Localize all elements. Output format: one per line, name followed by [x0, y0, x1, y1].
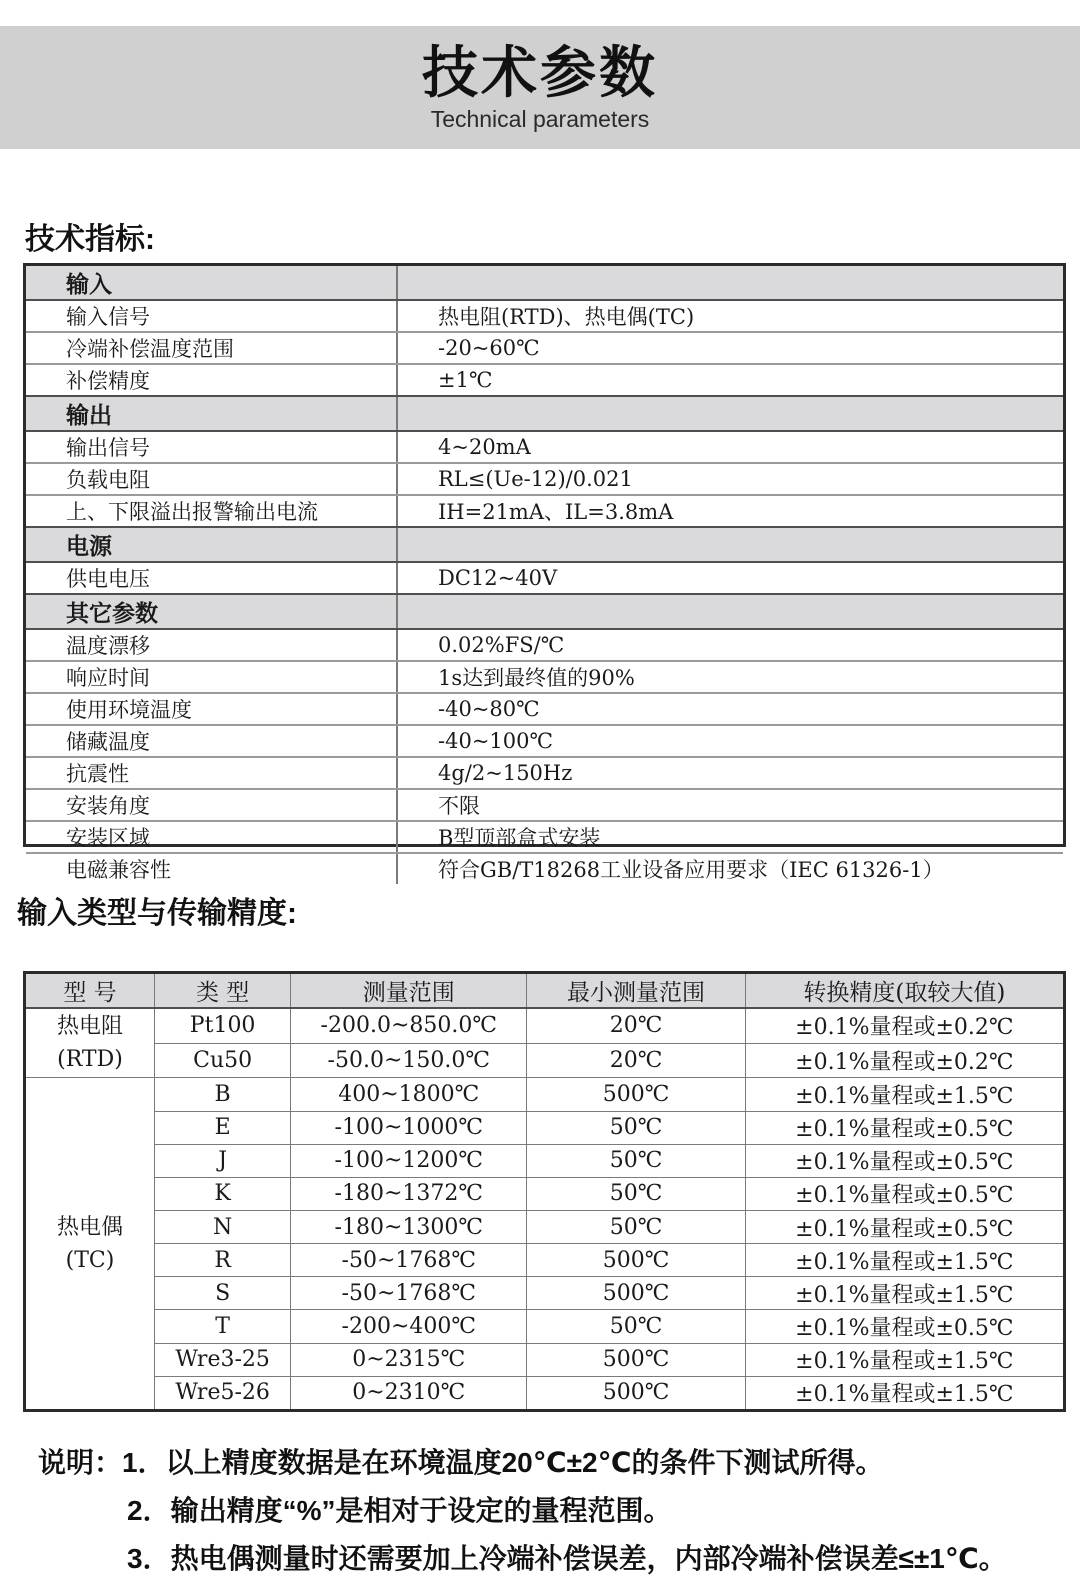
spec-row	[26, 820, 1063, 852]
accuracy-cell: T	[155, 1310, 291, 1343]
spec-value-cell: 1s达到最终值的90%	[438, 666, 635, 690]
specs-section-title: 技术指标:	[25, 223, 155, 256]
model-group-cell: 热电偶 (TC)	[25, 1078, 155, 1411]
accuracy-cell: 500℃	[527, 1244, 745, 1277]
spec-value-cell: ±1℃	[438, 368, 493, 392]
accuracy-cell: 0~2315℃	[291, 1343, 527, 1376]
accuracy-cell: 50℃	[527, 1177, 745, 1210]
spec-value-cell: IH=21mA、IL=3.8mA	[438, 500, 674, 524]
spec-value-cell	[398, 266, 1063, 299]
spec-section-row	[26, 526, 1063, 561]
spec-value-cell: -20~60℃	[438, 336, 540, 360]
spec-label-cell: 抗震性	[26, 758, 398, 788]
accuracy-table-header-row	[25, 973, 1065, 1009]
spec-row	[26, 628, 1063, 660]
spec-value-cell	[398, 397, 1063, 430]
accuracy-row	[25, 1376, 1065, 1410]
accuracy-cell: 500℃	[527, 1376, 745, 1410]
accuracy-cell: -100~1200℃	[291, 1144, 527, 1177]
spec-row	[26, 660, 1063, 692]
accuracy-row	[25, 1210, 1065, 1243]
spec-label-cell: 负载电阻	[26, 464, 398, 494]
spec-label-cell: 使用环境温度	[26, 694, 398, 724]
spec-value-cell: -40~80℃	[438, 697, 540, 721]
spec-row	[26, 430, 1063, 462]
spec-section-row	[26, 395, 1063, 430]
accuracy-cell: ±0.1%量程或±1.5℃	[745, 1277, 1064, 1310]
spec-label-cell: 供电电压	[26, 563, 398, 593]
spec-label-cell: 输入信号	[26, 301, 398, 331]
accuracy-cell: 500℃	[527, 1277, 745, 1310]
spec-row	[26, 462, 1063, 494]
accuracy-cell: -50.0~150.0℃	[291, 1043, 527, 1078]
accuracy-table-body	[25, 1008, 1065, 1411]
spec-label-cell: 输出	[26, 397, 398, 430]
note-line-2: 2．输出精度“%”是相对于设定的量程范围。	[127, 1495, 672, 1526]
accuracy-cell: R	[155, 1244, 291, 1277]
accuracy-cell: K	[155, 1177, 291, 1210]
accuracy-cell: ±0.1%量程或±0.2℃	[745, 1043, 1064, 1078]
accuracy-cell: 50℃	[527, 1144, 745, 1177]
spec-row	[26, 692, 1063, 724]
accuracy-header-cell: 最小测量范围	[527, 973, 745, 1009]
spec-value-cell: DC12~40V	[438, 566, 558, 590]
accuracy-cell: 50℃	[527, 1210, 745, 1243]
spec-label-cell: 输入	[26, 266, 398, 299]
spec-label-cell: 储藏温度	[26, 726, 398, 756]
accuracy-cell: ±0.1%量程或±0.5℃	[745, 1210, 1064, 1243]
spec-label-cell: 补偿精度	[26, 365, 398, 395]
spec-value-cell: -40~100℃	[438, 729, 553, 753]
accuracy-cell: 500℃	[527, 1078, 745, 1111]
spec-row	[26, 788, 1063, 820]
spec-label-cell: 上、下限溢出报警输出电流	[26, 496, 398, 526]
accuracy-cell: 0~2310℃	[291, 1376, 527, 1410]
note-line-3: 3．热电偶测量时还需要加上冷端补偿误差，内部冷端补偿误差≤±1℃。	[127, 1543, 1007, 1574]
accuracy-header-cell: 测量范围	[291, 973, 527, 1009]
spec-value-cell: 4g/2~150Hz	[438, 761, 573, 785]
accuracy-cell: Wre5-26	[155, 1376, 291, 1410]
accuracy-header-cell: 转换精度(取较大值)	[745, 973, 1064, 1009]
spec-row	[26, 331, 1063, 363]
accuracy-cell: -50~1768℃	[291, 1277, 527, 1310]
accuracy-row	[25, 1078, 1065, 1111]
title-band	[0, 26, 1080, 149]
accuracy-cell: 20℃	[527, 1043, 745, 1078]
spec-row	[26, 494, 1063, 526]
accuracy-row	[25, 1177, 1065, 1210]
accuracy-cell: ±0.1%量程或±0.5℃	[745, 1144, 1064, 1177]
accuracy-cell: ±0.1%量程或±1.5℃	[745, 1343, 1064, 1376]
spec-value-cell: 热电阻(RTD)、热电偶(TC)	[438, 305, 695, 329]
accuracy-cell: E	[155, 1111, 291, 1144]
accuracy-cell: ±0.1%量程或±0.5℃	[745, 1177, 1064, 1210]
specs-table	[23, 263, 1066, 882]
accuracy-cell: 50℃	[527, 1310, 745, 1343]
spec-row	[26, 363, 1063, 395]
spec-label-cell: 冷端补偿温度范围	[26, 333, 398, 363]
spec-value-cell: 0.02%FS/℃	[438, 633, 565, 657]
page-title: 技术参数	[422, 40, 658, 104]
accuracy-row	[25, 1043, 1065, 1078]
accuracy-cell: -200~400℃	[291, 1310, 527, 1343]
accuracy-cell: 500℃	[527, 1343, 745, 1376]
spec-label-cell: 电磁兼容性	[26, 854, 398, 884]
accuracy-cell: B	[155, 1078, 291, 1111]
model-group-cell: 热电阻 (RTD)	[25, 1008, 155, 1078]
accuracy-row	[25, 1144, 1065, 1177]
accuracy-header-cell: 类 型	[155, 973, 291, 1009]
page-subtitle: Technical parameters	[430, 105, 650, 132]
spec-label-cell: 其它参数	[26, 595, 398, 628]
accuracy-cell: -100~1000℃	[291, 1111, 527, 1144]
spec-value-cell: 符合GB/T18268工业设备应用要求（IEC 61326-1）	[438, 858, 944, 882]
accuracy-row	[25, 1008, 1065, 1043]
note-text-1: 1．以上精度数据是在环境温度20℃±2℃的条件下测试所得。	[122, 1447, 884, 1478]
accuracy-cell: 50℃	[527, 1111, 745, 1144]
spec-value-cell: 不限	[438, 794, 480, 818]
accuracy-cell: -50~1768℃	[291, 1244, 527, 1277]
spec-label-cell: 响应时间	[26, 662, 398, 692]
accuracy-cell: ±0.1%量程或±1.5℃	[745, 1078, 1064, 1111]
accuracy-cell: -200.0~850.0℃	[291, 1008, 527, 1043]
accuracy-cell: 400~1800℃	[291, 1078, 527, 1111]
spec-label-cell: 安装区域	[26, 822, 398, 852]
spec-label-cell: 安装角度	[26, 790, 398, 820]
spec-label-cell: 输出信号	[26, 432, 398, 462]
accuracy-row	[25, 1277, 1065, 1310]
spec-row	[26, 852, 1063, 884]
accuracy-header-cell: 型 号	[25, 973, 155, 1009]
spec-label-cell: 电源	[26, 528, 398, 561]
accuracy-row	[25, 1244, 1065, 1277]
accuracy-cell: Cu50	[155, 1043, 291, 1078]
note-line-1	[38, 1441, 884, 1481]
spec-row	[26, 724, 1063, 756]
accuracy-cell: -180~1300℃	[291, 1210, 527, 1243]
accuracy-row	[25, 1310, 1065, 1343]
spec-value-cell	[398, 528, 1063, 561]
accuracy-cell: Wre3-25	[155, 1343, 291, 1376]
spec-value-cell	[398, 595, 1063, 628]
accuracy-cell: S	[155, 1277, 291, 1310]
spec-value-cell: B型顶部盒式安装	[438, 826, 601, 850]
accuracy-cell: -180~1372℃	[291, 1177, 527, 1210]
accuracy-cell: ±0.1%量程或±0.5℃	[745, 1310, 1064, 1343]
accuracy-row	[25, 1111, 1065, 1144]
spec-section-row	[26, 266, 1063, 299]
accuracy-section-title: 输入类型与传输精度:	[17, 897, 297, 930]
accuracy-table	[23, 971, 1066, 1412]
spec-value-cell: RL≤(Ue-12)/0.021	[438, 467, 633, 491]
spec-row	[26, 299, 1063, 331]
accuracy-cell: 20℃	[527, 1008, 745, 1043]
spec-section-row	[26, 593, 1063, 628]
accuracy-cell: ±0.1%量程或±0.2℃	[745, 1008, 1064, 1043]
accuracy-cell: ±0.1%量程或±1.5℃	[745, 1244, 1064, 1277]
accuracy-cell: Pt100	[155, 1008, 291, 1043]
accuracy-cell: J	[155, 1144, 291, 1177]
notes-prefix: 说明：	[38, 1447, 123, 1478]
accuracy-row	[25, 1343, 1065, 1376]
spec-value-cell: 4~20mA	[438, 435, 531, 459]
accuracy-cell: N	[155, 1210, 291, 1243]
accuracy-cell: ±0.1%量程或±0.5℃	[745, 1111, 1064, 1144]
spec-label-cell: 温度漂移	[26, 630, 398, 660]
spec-row	[26, 561, 1063, 593]
accuracy-cell: ±0.1%量程或±1.5℃	[745, 1376, 1064, 1410]
spec-row	[26, 756, 1063, 788]
